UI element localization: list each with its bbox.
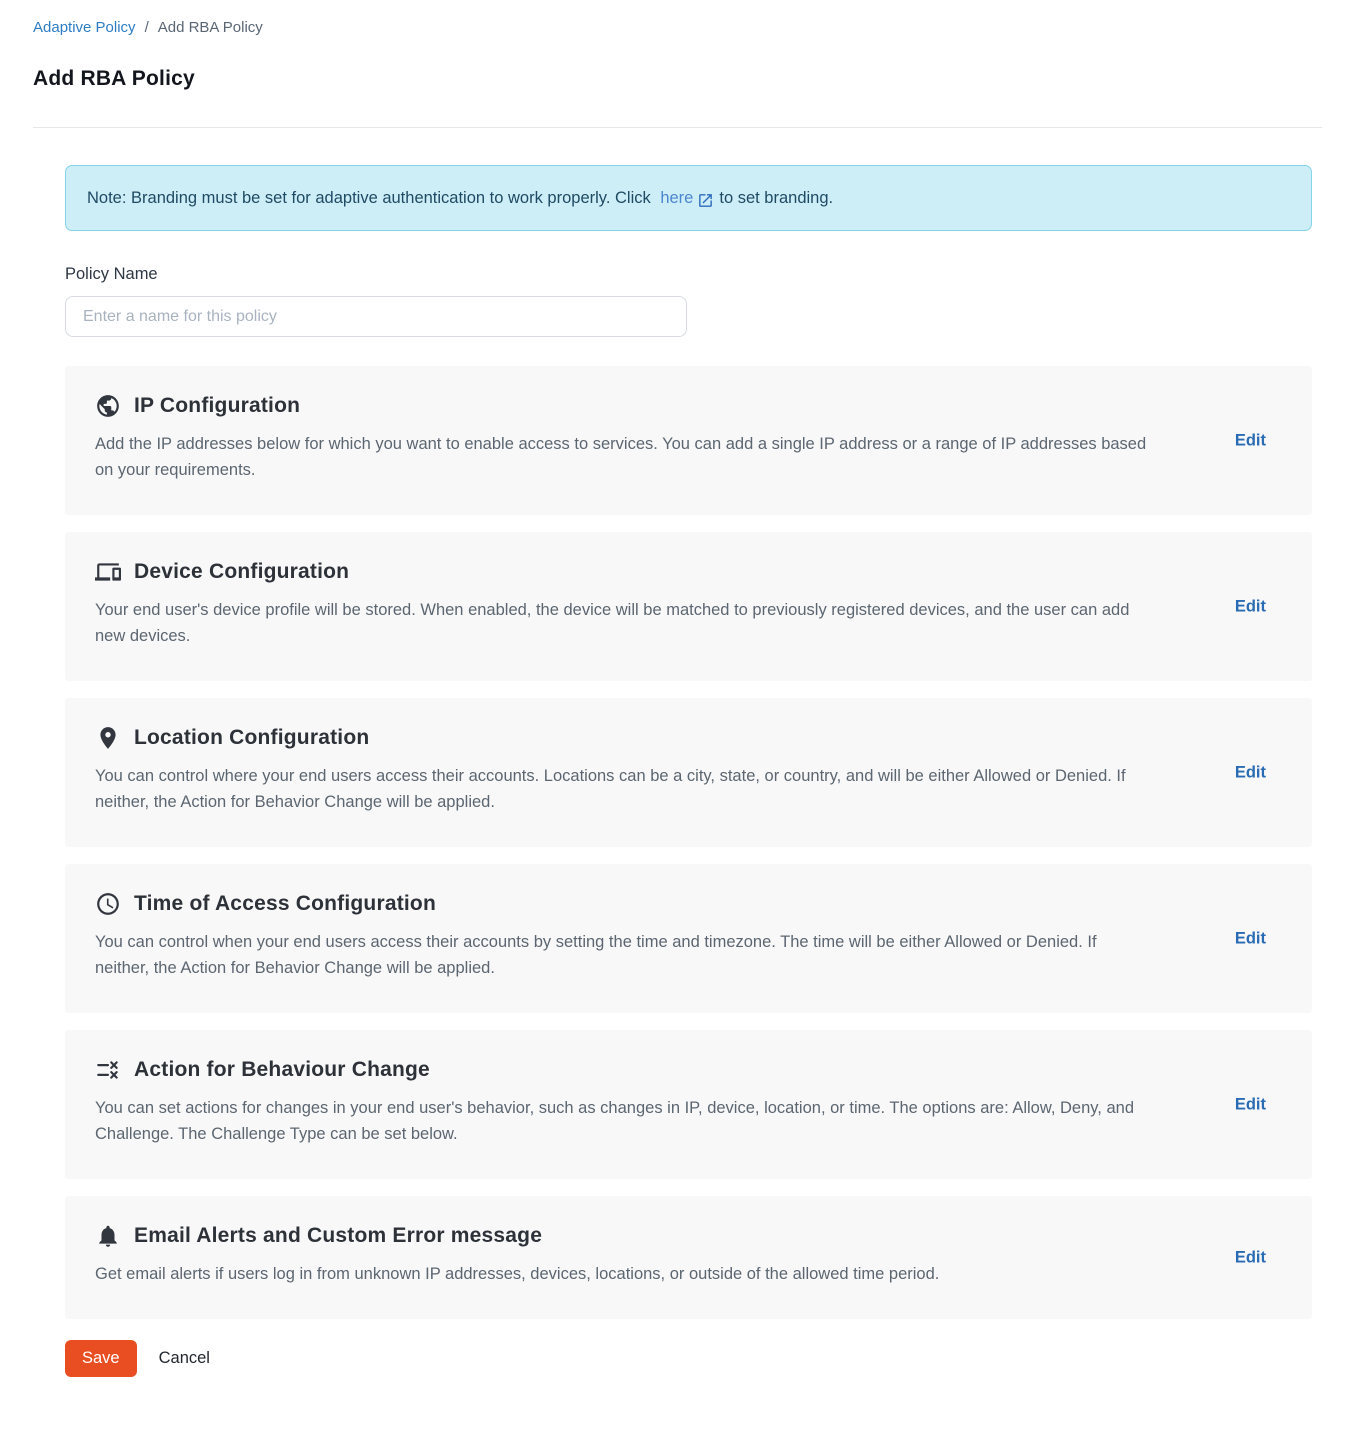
devices-icon	[95, 559, 121, 585]
section-title: Time of Access Configuration	[134, 892, 436, 915]
section-edit-link[interactable]: Edit	[1234, 929, 1266, 947]
breadcrumb-separator: /	[144, 19, 149, 36]
policy-name-label: Policy Name	[65, 265, 158, 283]
section-card	[65, 366, 1312, 515]
section-description: Get email alerts if users log in from unknown IP addresses, devices, locations, or outside of the allowed time period.	[95, 1265, 940, 1283]
section-description: Your end user's device profile will be stored. When enabled, the device will be matched to previously registered devices, and the user can add new devices.	[95, 601, 1130, 645]
header-divider	[33, 127, 1322, 128]
page-title: Add RBA Policy	[33, 67, 195, 90]
rule-icon	[95, 1057, 121, 1083]
section-edit-link[interactable]: Edit	[1234, 431, 1266, 449]
section-card	[65, 1030, 1312, 1179]
section-description: You can control when your end users access their accounts by setting the time and timezone. The time will be either Allowed or Denied. If neither, the Action for Behavior Change will be applied.	[95, 933, 1097, 977]
section-edit-link[interactable]: Edit	[1234, 763, 1266, 781]
policy-name-input[interactable]	[65, 296, 687, 337]
section-description: Add the IP addresses below for which you want to enable access to services. You can add a single IP address or a range of IP addresses based on your requirements.	[95, 435, 1147, 479]
section-title: Location Configuration	[134, 726, 370, 749]
policy-sections	[65, 366, 1312, 1319]
form-actions	[65, 1340, 1312, 1377]
section-card	[65, 1196, 1312, 1319]
section-card	[65, 698, 1312, 847]
section-card	[65, 864, 1312, 1013]
section-card	[65, 532, 1312, 681]
section-edit-link[interactable]: Edit	[1234, 597, 1266, 615]
section-title: IP Configuration	[134, 394, 301, 417]
location-pin-icon	[95, 725, 121, 751]
breadcrumb-current: Add RBA Policy	[157, 19, 263, 36]
save-button[interactable]: Save	[65, 1340, 137, 1377]
breadcrumb-link-adaptive-policy[interactable]: Adaptive Policy	[33, 19, 136, 36]
branding-note-banner	[65, 165, 1312, 231]
section-description: You can control where your end users access their accounts. Locations can be a city, state, or country, and will be either Allowed or Denied. If neither, the Action for Behavior Change will be applied.	[95, 767, 1126, 811]
bell-icon	[95, 1223, 121, 1249]
section-description: You can set actions for changes in your end user's behavior, such as changes in IP, device, location, or time. The options are: Allow, Deny, and Challenge. The Challenge Type can be set below.	[95, 1099, 1135, 1143]
note-text-prefix: Note: Branding must be set for adaptive authentication to work properly. Click	[87, 188, 651, 207]
external-link-icon[interactable]	[697, 192, 714, 209]
breadcrumb	[33, 0, 1322, 36]
clock-icon	[95, 891, 121, 917]
section-edit-link[interactable]: Edit	[1234, 1095, 1266, 1113]
section-edit-link[interactable]: Edit	[1234, 1248, 1266, 1266]
section-title: Device Configuration	[134, 560, 350, 583]
section-title: Action for Behaviour Change	[134, 1058, 430, 1081]
note-text-suffix: to set branding.	[719, 188, 834, 207]
branding-here-link[interactable]: here	[660, 188, 694, 207]
section-title: Email Alerts and Custom Error message	[134, 1224, 543, 1247]
cancel-button[interactable]: Cancel	[158, 1349, 210, 1367]
globe-icon	[95, 393, 121, 419]
